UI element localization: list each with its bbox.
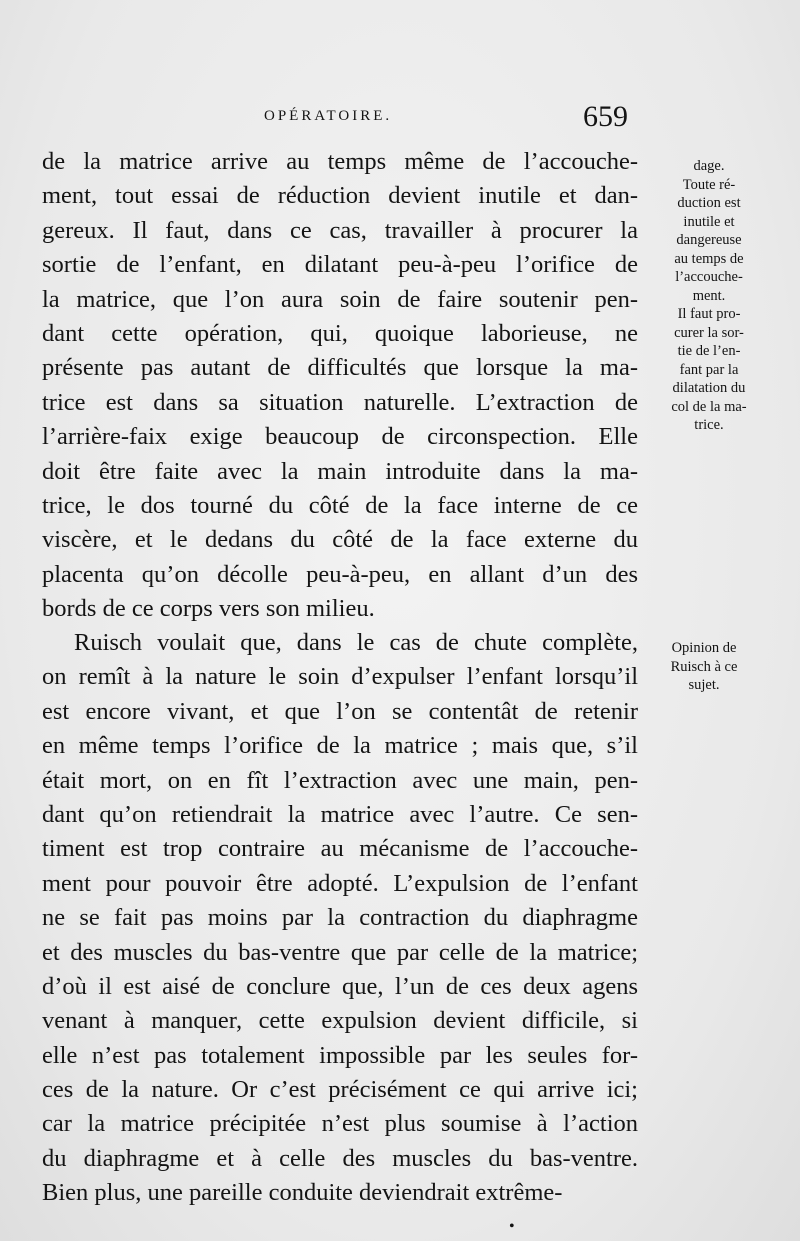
margin-note-line: l’accouche-	[675, 269, 743, 285]
margin-note-ruisch	[643, 639, 765, 695]
text-line: l’arrière-faix exige beaucoup de circonspection. Elle	[42, 423, 638, 451]
text-line: était mort, on en fît l’extraction avec une main, pen-	[42, 766, 638, 794]
running-title: OPÉRATOIRE.	[264, 108, 393, 124]
text-line: est encore vivant, et que l’on se contentât de retenir	[42, 697, 638, 725]
text-line: sortie de l’enfant, en dilatant peu-à-peu l’orifice de	[42, 251, 638, 279]
margin-note-line: dangereuse	[676, 232, 742, 248]
text-line: ne se fait pas moins par la contraction du diaphragme	[42, 904, 638, 932]
text-line: Bien plus, une pareille conduite deviendrait extrême-	[42, 1179, 563, 1207]
text-line: ment pour pouvoir être adopté. L’expulsion de l’enfant	[42, 869, 638, 897]
text-line: de la matrice arrive au temps même de l’accouche-	[42, 148, 638, 175]
text-line: placenta qu’on décolle peu-à-peu, en allant d’un des	[42, 560, 638, 588]
paragraph-reduction	[42, 145, 638, 626]
page-number: 659	[583, 100, 628, 133]
text-line: elle n’est pas totalement impossible par les seules for-	[42, 1041, 638, 1069]
margin-note-line: fant par la	[679, 361, 739, 378]
text-line: trice est dans sa situation naturelle. L’extraction de	[42, 388, 638, 416]
margin-note-line: dilatation du	[672, 380, 746, 396]
margin-note-line: Toute ré-	[682, 176, 736, 193]
text-line: présente pas autant de difficultés que lorsque la ma-	[42, 354, 638, 382]
margin-note-line: col de la ma-	[671, 398, 747, 415]
text-line: viscère, et le dedans du côté de la face externe du	[42, 526, 638, 554]
margin-note-line: curer la sor-	[674, 324, 744, 341]
text-line: dant qu’on retiendrait la matrice avec l’autre. Ce sen-	[42, 800, 638, 828]
paragraph-ruisch-opinion	[42, 626, 638, 1211]
text-line: timent est trop contraire au mécanisme de l’accouche-	[42, 835, 638, 863]
text-line: doit être faite avec la main introduite dans la ma-	[42, 457, 638, 485]
margin-note-line: inutile et	[683, 213, 735, 230]
text-line: ces de la nature. Or c’est précisément ce qui arrive ici;	[42, 1076, 638, 1104]
margin-note-line: duction est	[677, 195, 741, 211]
text-line: du diaphragme et à celle des muscles du bas-ventre.	[42, 1144, 638, 1172]
margin-note-line: dage.	[693, 158, 725, 174]
text-line: trice, le dos tourné du côté de la face interne de ce	[42, 491, 638, 519]
text-line: la matrice, que l’on aura soin de faire soutenir pen-	[42, 285, 638, 313]
margin-note-line: Ruisch à ce	[670, 658, 738, 675]
text-line: ment, tout essai de réduction devient inutile et dan-	[42, 182, 638, 210]
footer-mark: •	[509, 1218, 515, 1235]
margin-note-line: Opinion de	[671, 640, 737, 656]
text-line: d’où il est aisé de conclure que, l’un de ces deux agens	[42, 972, 638, 1000]
margin-note-line: tie de l’en-	[677, 343, 741, 359]
margin-note-line: ment.	[692, 287, 726, 304]
text-line: on remît à la nature le soin d’expulser l’enfant lorsqu’il	[42, 663, 638, 691]
margin-note-line: sujet.	[688, 677, 720, 693]
text-line: Ruisch voulait que, dans le cas de chute complète,	[74, 629, 638, 656]
margin-note-line: Il faut pro-	[677, 306, 741, 322]
text-line: car la matrice précipitée n’est plus soumise à l’action	[42, 1110, 638, 1138]
text-line: venant à manquer, cette expulsion devient difficile, si	[42, 1007, 638, 1035]
text-line: bords de ce corps vers son milieu.	[42, 595, 375, 623]
margin-note-reduction	[648, 157, 770, 435]
text-line: gereux. Il faut, dans ce cas, travailler à procurer la	[42, 216, 638, 244]
margin-note-line: au temps de	[674, 250, 744, 267]
text-line: en même temps l’orifice de la matrice ; mais que, s’il	[42, 732, 638, 760]
text-line: dant cette opération, qui, quoique laborieuse, ne	[42, 319, 638, 347]
margin-note-line: trice.	[694, 417, 724, 433]
text-line: et des muscles du bas-ventre que par celle de la matrice;	[42, 938, 638, 966]
